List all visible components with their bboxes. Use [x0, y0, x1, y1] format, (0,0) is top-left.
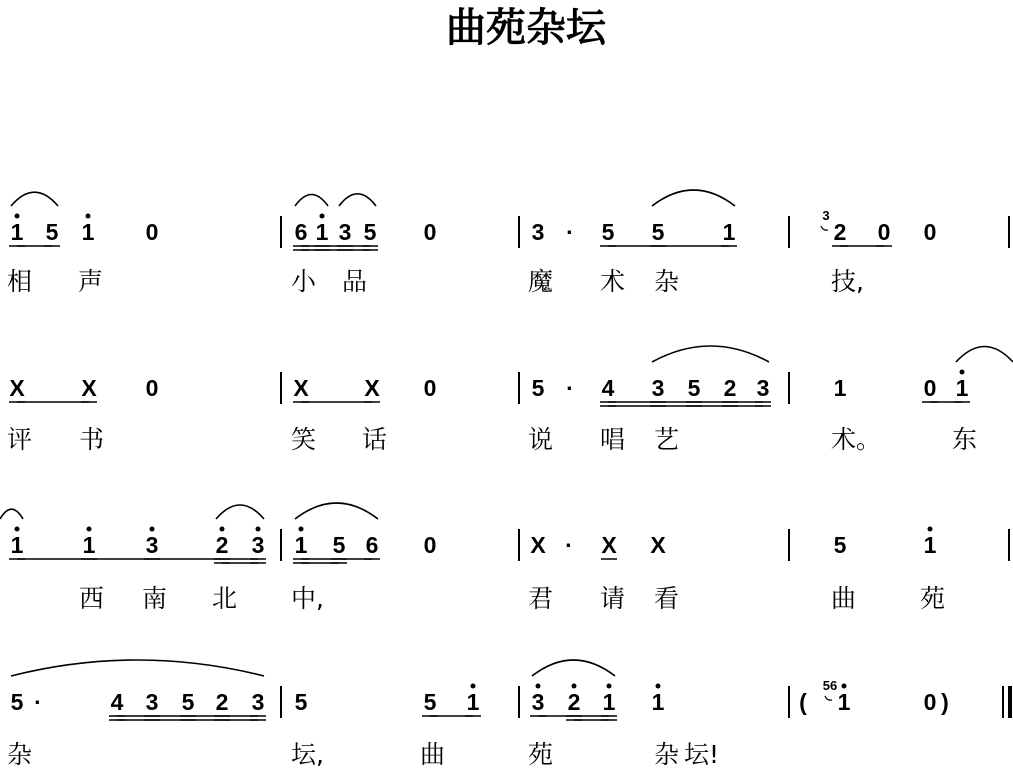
- note: 5: [363, 219, 377, 245]
- augmentation-dot: ·: [566, 219, 574, 245]
- note: 3: [338, 219, 352, 245]
- high-octave-dot: [15, 214, 20, 219]
- lyric-syllable: 书: [79, 425, 105, 454]
- note: 5: [10, 689, 24, 715]
- lyric-syllable: 魔: [528, 267, 554, 296]
- slur: [295, 195, 328, 207]
- grace-note: 3: [822, 208, 830, 223]
- note: 1: [955, 375, 969, 401]
- lyric-syllable: 坛!: [684, 740, 720, 768]
- note: 3: [651, 375, 665, 401]
- lyric-syllable: 看: [654, 584, 680, 613]
- note: 3: [531, 219, 545, 245]
- note: 1: [466, 689, 480, 715]
- note: 3: [531, 689, 545, 715]
- note: X: [650, 532, 666, 558]
- lyric-syllable: 北: [212, 584, 238, 613]
- slur: [0, 509, 23, 519]
- note: 1: [923, 532, 937, 558]
- lyric-syllable: 请: [600, 584, 626, 613]
- note: ): [941, 689, 949, 715]
- slur: [216, 505, 264, 519]
- note: 3: [145, 532, 159, 558]
- note: 0: [423, 375, 437, 401]
- high-octave-dot: [572, 684, 577, 689]
- lyric-syllable: 杂: [654, 740, 680, 768]
- augmentation-dot: ·: [566, 375, 574, 401]
- note: 4: [601, 375, 615, 401]
- lyric-syllable: 艺: [654, 425, 680, 454]
- high-octave-dot: [320, 214, 325, 219]
- note: 3: [756, 375, 770, 401]
- note: 1: [81, 219, 95, 245]
- lyric-syllable: 杂: [7, 740, 33, 768]
- note: 2: [723, 375, 737, 401]
- note: 2: [215, 689, 229, 715]
- note: 5: [687, 375, 701, 401]
- lyric-syllable: 曲: [831, 584, 857, 613]
- lyric-syllable: 笑: [291, 425, 317, 454]
- note: 2: [215, 532, 229, 558]
- note: 2: [833, 219, 847, 245]
- note: 0: [923, 219, 937, 245]
- note: 1: [602, 689, 616, 715]
- note: 4: [110, 689, 124, 715]
- note: 3: [251, 532, 265, 558]
- high-octave-dot: [842, 684, 847, 689]
- high-octave-dot: [928, 527, 933, 532]
- note: 1: [837, 689, 851, 715]
- note: 0: [423, 532, 437, 558]
- grace-note: 56: [822, 678, 838, 693]
- lyric-syllable: 苑: [528, 740, 554, 768]
- note: X: [293, 375, 309, 401]
- note: (: [799, 689, 807, 715]
- lyric-syllable: 唱: [600, 425, 626, 454]
- augmentation-dot: ·: [565, 532, 573, 558]
- note: 1: [10, 532, 24, 558]
- slur: [11, 192, 58, 206]
- lyric-syllable: 南: [142, 584, 168, 613]
- lyric-syllable: 相: [7, 267, 33, 296]
- lyric-syllable: 品: [342, 267, 368, 296]
- note: 1: [10, 219, 24, 245]
- slur: [532, 660, 615, 676]
- note: 0: [877, 219, 891, 245]
- note: 5: [294, 689, 308, 715]
- note: 1: [833, 375, 847, 401]
- note: 1: [315, 219, 329, 245]
- note: 5: [423, 689, 437, 715]
- note: 6: [294, 219, 308, 245]
- note: 5: [181, 689, 195, 715]
- note: 3: [145, 689, 159, 715]
- high-octave-dot: [256, 527, 261, 532]
- high-octave-dot: [607, 684, 612, 689]
- lyric-syllable: 说: [528, 425, 554, 454]
- note: 0: [923, 375, 937, 401]
- note: 5: [531, 375, 545, 401]
- note: 1: [722, 219, 736, 245]
- note: 0: [423, 219, 437, 245]
- grace-note-tie: [821, 226, 828, 230]
- high-octave-dot: [536, 684, 541, 689]
- note: X: [530, 532, 546, 558]
- lyric-syllable: 中,: [291, 584, 324, 613]
- lyric-syllable: 君: [528, 584, 554, 613]
- high-octave-dot: [15, 527, 20, 532]
- note: 1: [294, 532, 308, 558]
- lyric-syllable: 苑: [920, 584, 946, 613]
- grace-note-tie: [825, 696, 832, 700]
- lyric-syllable: 技,: [831, 267, 864, 296]
- note: 5: [332, 532, 346, 558]
- note: 0: [145, 375, 159, 401]
- high-octave-dot: [656, 684, 661, 689]
- slur: [11, 660, 264, 676]
- note: X: [364, 375, 380, 401]
- lyric-syllable: 曲: [420, 740, 446, 768]
- note: 0: [923, 689, 937, 715]
- note: 5: [651, 219, 665, 245]
- slur: [339, 194, 376, 206]
- lyric-syllable: 西: [79, 584, 105, 613]
- high-octave-dot: [299, 527, 304, 532]
- slur: [652, 190, 735, 206]
- note: 5: [833, 532, 847, 558]
- note: X: [601, 532, 617, 558]
- high-octave-dot: [86, 214, 91, 219]
- note: 6: [365, 532, 379, 558]
- note: 5: [45, 219, 59, 245]
- note: 2: [567, 689, 581, 715]
- note: X: [81, 375, 97, 401]
- note: 5: [601, 219, 615, 245]
- note: 1: [651, 689, 665, 715]
- lyric-syllable: 术: [600, 267, 626, 296]
- high-octave-dot: [960, 370, 965, 375]
- slur: [652, 346, 769, 362]
- high-octave-dot: [220, 527, 225, 532]
- note: 3: [251, 689, 265, 715]
- slur: [956, 347, 1013, 363]
- lyric-syllable: 声: [78, 267, 104, 296]
- high-octave-dot: [87, 527, 92, 532]
- lyric-syllable: 坛,: [291, 740, 324, 768]
- lyric-syllable: 东: [952, 425, 978, 454]
- augmentation-dot: ·: [34, 689, 42, 715]
- note: 0: [145, 219, 159, 245]
- note: X: [9, 375, 25, 401]
- high-octave-dot: [471, 684, 476, 689]
- note: 1: [82, 532, 96, 558]
- slur: [295, 503, 378, 519]
- lyric-syllable: 话: [362, 425, 388, 454]
- page-title: 曲苑杂坛: [446, 5, 606, 51]
- high-octave-dot: [150, 527, 155, 532]
- lyric-syllable: 小: [291, 267, 317, 296]
- lyric-syllable: 评: [7, 425, 33, 454]
- lyric-syllable: 杂: [654, 267, 680, 296]
- lyric-syllable: 术。: [831, 425, 882, 454]
